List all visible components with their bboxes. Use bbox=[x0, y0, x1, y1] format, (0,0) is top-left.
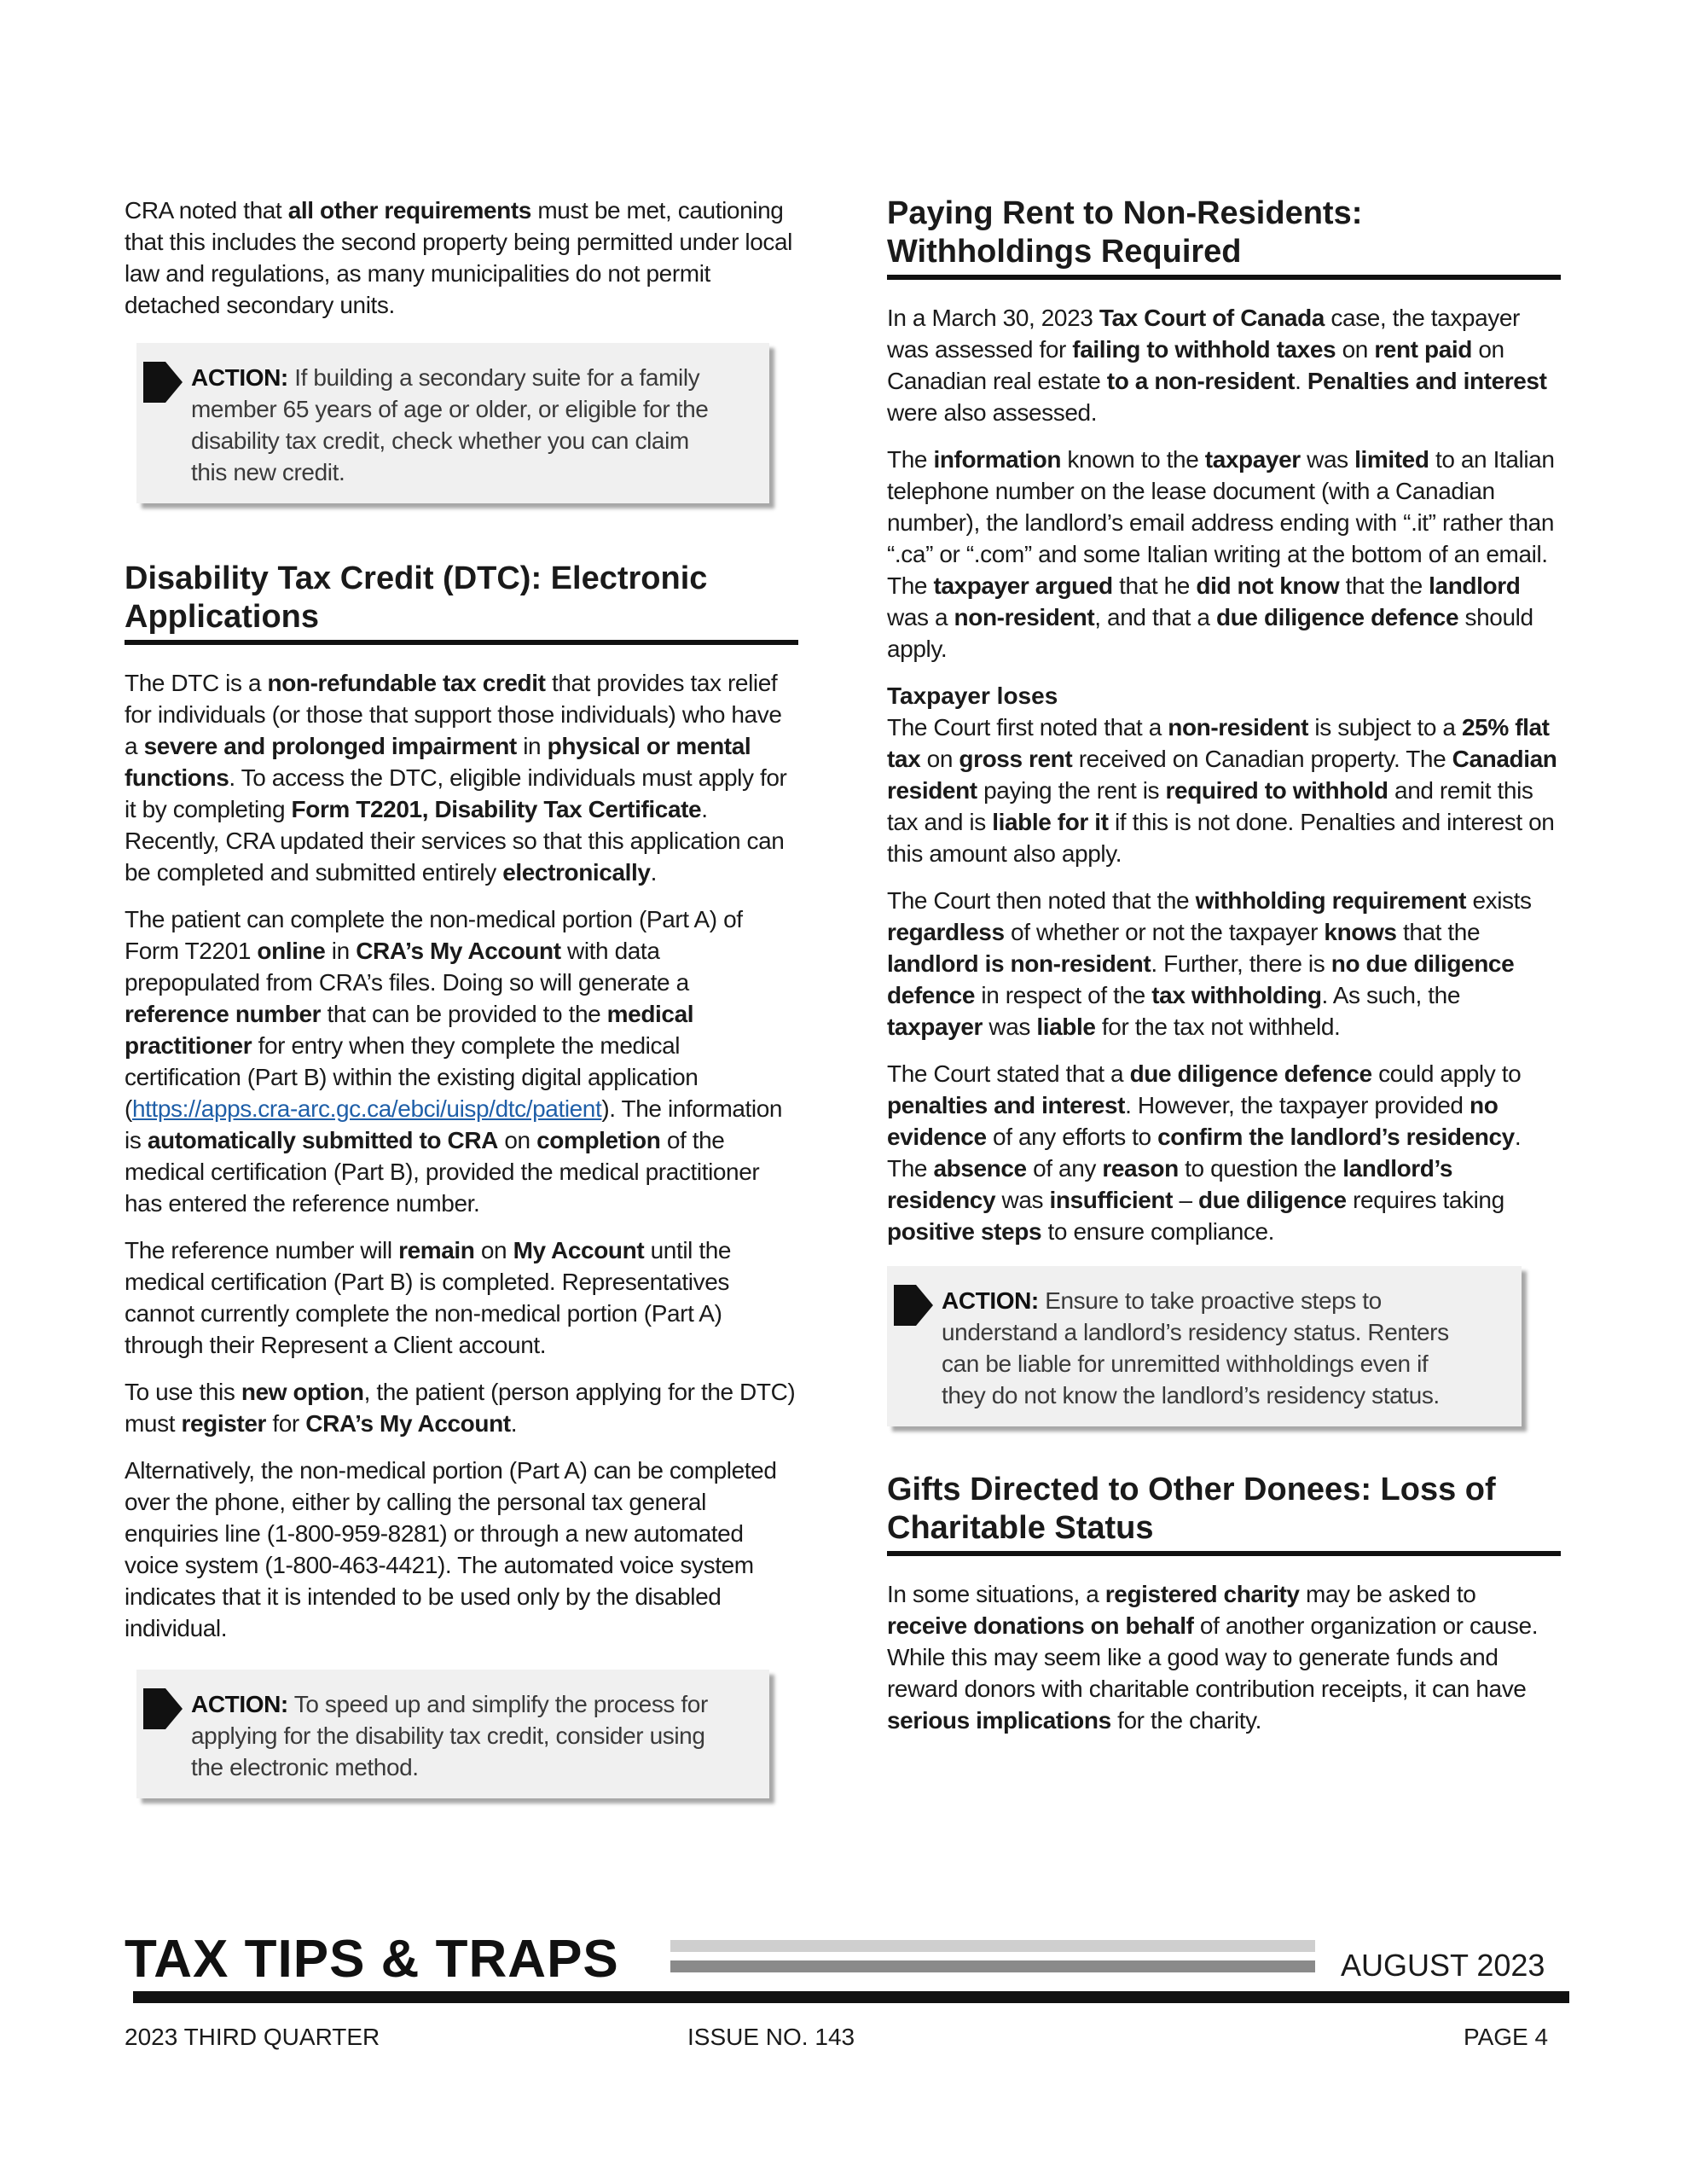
rent-paragraph-4: The Court then noted that the withholding requirement exists regardless of whether or not the taxpayer knows that the landlord is non-resident. Further, there is no due diligence defence in respect of the tax withholding. As such, the taxpayer was liable for the tax not withheld. bbox=[887, 887, 1532, 1040]
decorative-bar-light bbox=[670, 1940, 1315, 1952]
heading-gifts-directed: Gifts Directed to Other Donees: Loss of Charitable Status bbox=[887, 1471, 1561, 1556]
footer-rule bbox=[133, 1991, 1569, 2003]
dtc-paragraph-3: The reference number will remain on My Account until the medical certification (Part B) is completed. Representatives cannot currently complete the non-medical portion (Part A) through their Represent a Client account. bbox=[125, 1237, 732, 1358]
arrow-bullet-icon bbox=[143, 362, 183, 403]
subhead-taxpayer-loses: Taxpayer loses bbox=[887, 682, 1058, 709]
gifts-paragraph-1: In some situations, a registered charity may be asked to receive donations on behalf of another organization or cause. While this may seem like a good way to generate funds and reward donors with charitable contribution receipts, it can have serious implications for the charity. bbox=[887, 1581, 1539, 1734]
issue-date: AUGUST 2023 bbox=[1341, 1948, 1545, 1983]
heading-paying-rent: Paying Rent to Non-Residents: Withholdings Required bbox=[887, 195, 1561, 280]
rent-paragraph-1: In a March 30, 2023 Tax Court of Canada case, the taxpayer was assessed for failing to withhold taxes on rent paid on Canadian real estate to a non-resident. Penalties and interest were also assessed. bbox=[887, 305, 1547, 426]
dtc-paragraph-2: The patient can complete the non-medical portion (Part A) of Form T2201 online in CRA’s My Account with data prepopulated from CRA’s files. Doing so will generate a reference number that can be provided to the medical practitioner for entry when they complete the medical certification (Part B) within the existing digital application (https://apps.cra-arc.gc.ca/ebci/uisp/dtc/patient). The information is automatically submitted to CRA on completion of the medical certification (Part B), provided the medical practitioner has entered the reference number. bbox=[125, 906, 783, 1217]
action-box-secondary-suite: ACTION: If building a secondary suite for a family member 65 years of age or older, or eligible for the disability tax credit, check whether you can claim this new credit. bbox=[136, 343, 769, 503]
arrow-bullet-icon bbox=[894, 1285, 933, 1326]
left-column bbox=[125, 195, 798, 1798]
right-column bbox=[887, 195, 1561, 1751]
dtc-paragraph-5: Alternatively, the non-medical portion (Part A) can be completed over the phone, either by calling the personal tax general enquiries line (1-800-959-8281) or through a new automated voice system (1-800-463-4421). The automated voice system indicates that it is intended to be used only by the disabled individual. bbox=[125, 1457, 777, 1641]
rent-paragraph-5: The Court stated that a due diligence defence could apply to penalties and interest. However, the taxpayer provided no evidence of any efforts to confirm the landlord’s residency. The absence of any reason to question the landlord’s residency was insufficient – due diligence requires taking positive steps to ensure compliance. bbox=[887, 1060, 1522, 1245]
rent-paragraph-2: The information known to the taxpayer was limited to an Italian telephone number on the lease document (with a Canadian number), the landlord’s email address ending with “.it” rather than “.ca” or “.com” and some Italian writing at the bottom of an email. The taxpayer argued that he did not know that the landlord was a non-resident, and that a due diligence defence should apply. bbox=[887, 446, 1555, 662]
footer-quarter: 2023 THIRD QUARTER bbox=[125, 2024, 380, 2050]
dtc-paragraph-4: To use this new option, the patient (person applying for the DTC) must register for CRA’s My Account. bbox=[125, 1379, 796, 1437]
decorative-bar-dark bbox=[670, 1960, 1315, 1972]
heading-dtc: Disability Tax Credit (DTC): Electronic Applications bbox=[125, 560, 798, 645]
rent-paragraph-3: The Court first noted that a non-resident is subject to a 25% flat tax on gross rent received on Canadian property. The Canadian resident paying the rent is required to withhold and remit this tax and is liable for it if this is not done. Penalties and interest on this amount also apply. bbox=[887, 714, 1557, 867]
dtc-paragraph-1: The DTC is a non-refundable tax credit that provides tax relief for individuals (or those that support those individuals) who have a severe and prolonged impairment in physical or mental functions. To access the DTC, eligible individuals must apply for it by completing Form T2201, Disability Tax Certificate. Recently, CRA updated their services so that this application can be completed and submitted entirely electronically. bbox=[125, 670, 787, 886]
footer-issue-number: ISSUE NO. 143 bbox=[687, 2024, 855, 2050]
action-box-dtc: ACTION: To speed up and simplify the process for applying for the disability tax credit, consider using the electronic method. bbox=[136, 1670, 769, 1798]
newsletter-title: TAX TIPS & TRAPS bbox=[125, 1930, 619, 1989]
dtc-patient-link[interactable]: https://apps.cra-arc.gc.ca/ebci/uisp/dtc/patient bbox=[131, 1095, 602, 1122]
footer-page-number: PAGE 4 bbox=[1464, 2024, 1549, 2050]
action-box-rent: ACTION: Ensure to take proactive steps to understand a landlord’s residency status. Renters can be liable for unremitted withholdings even if they do not know the landlord’s residency status. bbox=[887, 1266, 1522, 1426]
intro-paragraph: CRA noted that all other requirements must be met, cautioning that this includes the second property being permitted under local law and regulations, as many municipalities do not permit detached secondary units. bbox=[125, 197, 792, 318]
arrow-bullet-icon bbox=[143, 1688, 183, 1729]
